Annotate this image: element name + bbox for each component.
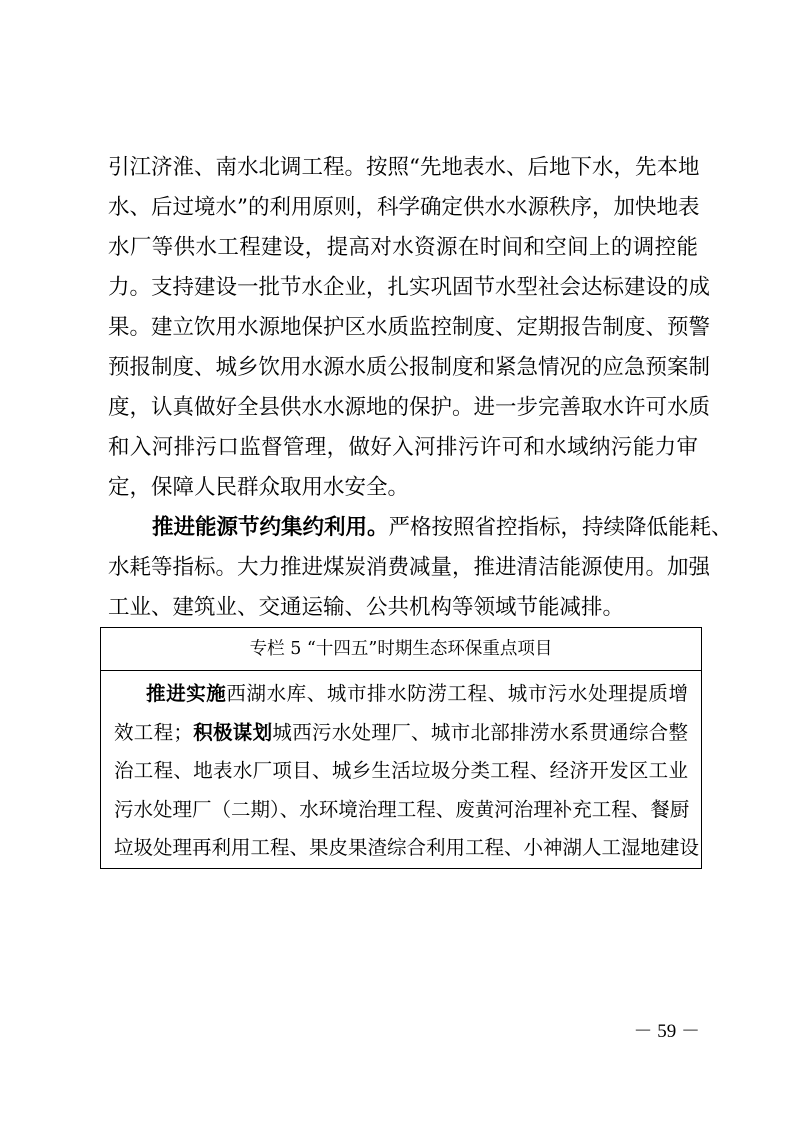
text-line — [108, 508, 733, 548]
paragraph-energy — [108, 508, 733, 628]
text-line: 水、后过境水”的利用原则，科学确定供水水源秩序，加快地表 — [108, 195, 700, 220]
paragraph-water-supply — [108, 148, 711, 508]
label-implement: 推进实施 — [146, 682, 227, 705]
box-line — [114, 675, 688, 714]
text-segment: 西湖水库、城市排水防涝工程、城市污水处理提质增 — [226, 682, 688, 705]
body-text — [108, 148, 733, 628]
text-line: 定，保障人民群众取用水安全。 — [108, 475, 410, 500]
text-segment: 城西污水处理厂、城市北部排涝水系贯通综合整 — [272, 720, 688, 744]
text-line: 水厂等供水工程建设，提高对水资源在时间和空间上的调控能 — [108, 235, 698, 260]
projects-column-box — [100, 627, 702, 869]
box-line: 垃圾处理再利用工程、果皮果渣综合利用工程、小神湖人工湿地建设 — [114, 836, 700, 859]
text-line: 水耗等指标。大力推进煤炭消费减量，推进清洁能源使用。加强 — [108, 555, 711, 580]
text-segment: 严格按照省控指标，持续降低能耗、 — [388, 515, 733, 540]
text-line: 果。建立饮用水源地保护区水质监控制度、定期报告制度、预警 — [108, 315, 711, 340]
box-line: 治工程、地表水厂项目、城乡生活垃圾分类工程、经济开发区工业 — [114, 759, 688, 782]
box-line: 污水处理厂（二期）、水环境治理工程、废黄河治理补充工程、餐厨 — [114, 797, 690, 821]
box-line — [114, 714, 688, 753]
text-line: 预报制度、城乡饮用水源水质公报制度和紧急情况的应急预案制 — [108, 355, 711, 380]
box-body — [101, 671, 701, 868]
text-line: 度，认真做好全县供水水源地的保护。进一步完善取水许可水质 — [108, 395, 711, 420]
text-line: 和入河排污口监督管理，做好入河排污许可和水域纳污能力审 — [108, 435, 698, 460]
page-number: － 59 － — [633, 1021, 700, 1042]
paragraph-heading: 推进能源节约集约利用。 — [152, 515, 389, 540]
text-line: 工业、建筑业、交通运输、公共机构等领域节能减排。 — [108, 595, 625, 620]
box-title: 专栏 5 “十四五”时期生态环保重点项目 — [101, 628, 701, 671]
text-segment: 效工程； — [114, 720, 193, 744]
text-line: 力。支持建设一批节水企业，扎实巩固节水型社会达标建设的成 — [108, 275, 711, 300]
text-line: 引江济淮、南水北调工程。按照“先地表水、后地下水，先本地 — [108, 155, 700, 180]
label-plan: 积极谋划 — [192, 720, 273, 744]
